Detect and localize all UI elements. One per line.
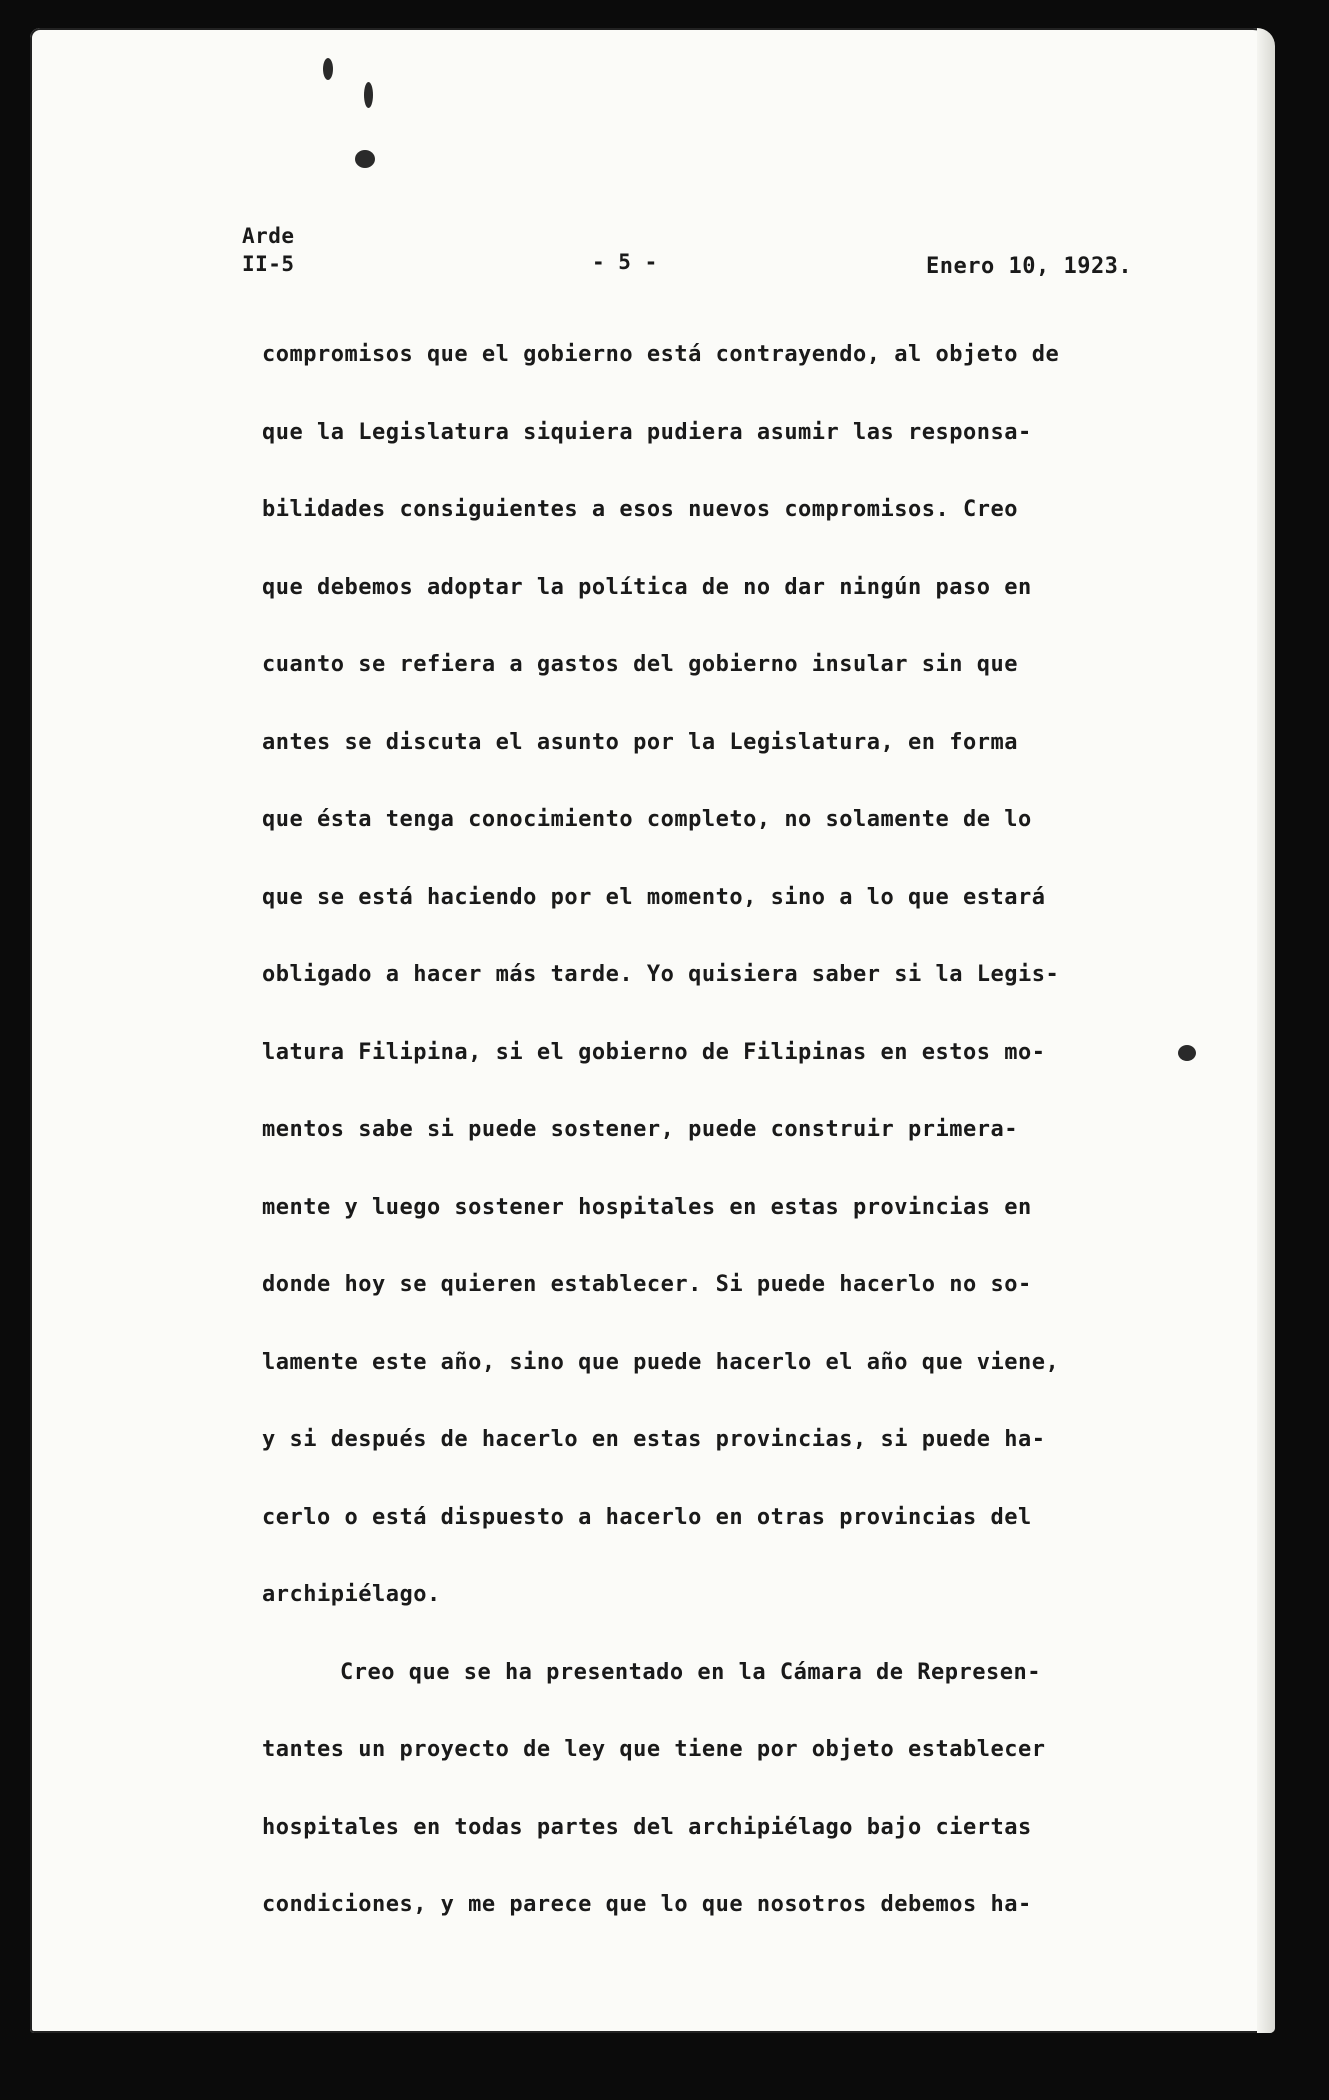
text-line: tantes un proyecto de ley que tiene por objeto establecer — [262, 1737, 1046, 1762]
text-line: bilidades consiguientes a esos nuevos compromisos. Creo — [262, 497, 1018, 522]
text-line: cerlo o está dispuesto a hacerlo en otras provincias del — [262, 1504, 1032, 1530]
text-line: que ésta tenga conocimiento completo, no solamente de lo — [262, 807, 1032, 832]
paper-edge — [1257, 28, 1275, 2033]
document-date: Enero 10, 1923. — [926, 254, 1133, 279]
page-number: - 5 - — [592, 250, 658, 274]
paragraph-2 — [262, 1634, 1162, 1944]
text-line: lamente este año, sino que puede hacerlo el año que viene, — [262, 1349, 1060, 1375]
text-line: hospitales en todas partes del archipiélago bajo ciertas — [262, 1814, 1032, 1840]
text-line: obligado a hacer más tarde. Yo quisiera saber si la Legis- — [262, 962, 1060, 987]
paragraph-1 — [262, 316, 1162, 1634]
text-line: latura Filipina, si el gobierno de Filipinas en estos mo- — [262, 1039, 1046, 1065]
reference-line-2: II-5 — [242, 252, 295, 276]
text-line: archipiélago. — [262, 1582, 441, 1607]
ink-smudge — [323, 58, 333, 80]
text-line: condiciones, y me parece que lo que nosotros debemos ha- — [262, 1892, 1032, 1917]
text-line: mentos sabe si puede sostener, puede construir primera- — [262, 1117, 1018, 1142]
ink-smudge — [364, 82, 373, 108]
text-line: cuanto se refiera a gastos del gobierno insular sin que — [262, 652, 1018, 677]
ink-smudge — [355, 150, 375, 168]
ink-smudge — [1178, 1045, 1196, 1061]
document-body — [262, 316, 1162, 1944]
text-line: que la Legislatura siquiera pudiera asumir las responsa- — [262, 419, 1032, 445]
document-reference — [242, 222, 295, 278]
text-line: mente y luego sostener hospitales en estas provincias en — [262, 1194, 1032, 1220]
reference-line-1: Arde — [242, 224, 295, 248]
text-line: y si después de hacerlo en estas provincias, si puede ha- — [262, 1427, 1046, 1452]
text-line: que debemos adoptar la política de no dar ningún paso en — [262, 574, 1032, 600]
text-line: compromisos que el gobierno está contrayendo, al objeto de — [262, 342, 1060, 367]
text-line: que se está haciendo por el momento, sino a lo que estará — [262, 884, 1046, 910]
text-line: antes se discuta el asunto por la Legislatura, en forma — [262, 729, 1018, 755]
text-line: donde hoy se quieren establecer. Si puede hacerlo no so- — [262, 1272, 1032, 1297]
text-line: Creo que se ha presentado en la Cámara de Represen- — [340, 1659, 1042, 1685]
